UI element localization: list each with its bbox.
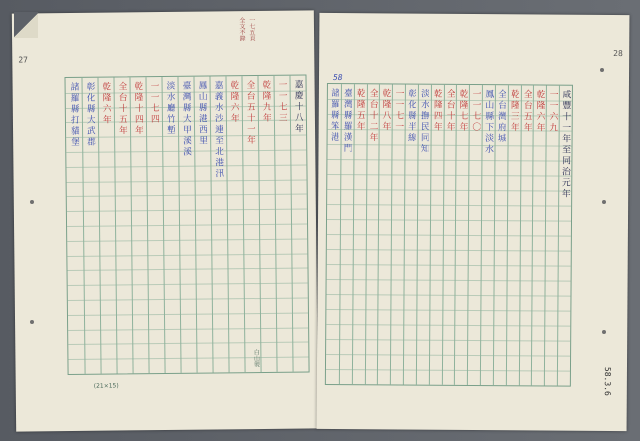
manuscript-column-text: 乾隆四年 [431,88,443,133]
manuscript-column-text: 一一七四 [148,81,159,126]
grid-row-line [327,204,571,207]
manuscript-column-text: 乾隆七年 [457,88,468,133]
grid-row-line [68,342,308,346]
manuscript-column-text: 咸豐十一年至同治元年 [559,89,571,200]
left-manuscript-grid [64,75,309,376]
manuscript-column-text: 一一七一 [393,88,404,133]
grid-row-line [326,309,570,312]
right-page-number: 28 [613,48,623,59]
grid-row-line [68,283,308,287]
grid-row-line [327,159,571,162]
grid-row-line [66,164,306,168]
punch-hole [600,68,604,72]
manuscript-column-text: 全台十五年 [116,81,128,137]
manuscript-column-text: 彰化縣半線 [406,88,417,144]
left-top-note-2: 全文不錄 [237,17,246,42]
grid-row-line [326,369,570,372]
grid-row-line [68,298,308,302]
right-header-mark: 58 [332,73,343,83]
manuscript-column-text: 鳳山縣港西里 [196,80,208,147]
grid-row-line [68,312,308,316]
punch-hole [30,320,34,324]
grid-row-line [327,219,571,222]
manuscript-column-text: 乾隆八年 [380,88,391,133]
manuscript-column-text: 乾隆三年 [508,89,520,134]
punch-hole [602,330,606,334]
manuscript-column-text: 全台十年 [444,88,455,133]
grid-row-line [67,194,307,198]
left-page-number: 27 [18,55,28,65]
grid-row-line [327,264,571,267]
grid-row-line [67,179,307,183]
manuscript-column-text: 諸羅縣笨港 [328,87,340,144]
manuscript-column-text: 全台灣府城 [495,89,507,145]
manuscript-column-text: 全台十二年 [367,88,378,144]
grid-row-line [328,144,572,147]
manuscript-column-text: 一一七三 [276,79,287,124]
manuscript-column-text: 嘉義水沙連至北港汛 [212,80,224,180]
right-manuscript-page [317,13,630,431]
manuscript-column-text: 臺灣縣大甲溪溪 [180,80,192,158]
grid-row-line [327,174,571,177]
manuscript-column-text: 乾隆九年 [260,79,271,124]
grid-row-line [327,234,571,237]
manuscript-column-text: 乾隆六年 [100,81,111,126]
left-footer-maker: 白山製 [252,349,260,368]
punch-hole [602,200,606,204]
manuscript-column-text: 淡水撫民同知 [418,88,430,155]
grid-row-line [68,327,308,331]
manuscript-column-text: 全台五年 [521,89,532,134]
grid-row-line [327,249,571,252]
manuscript-column-text: 諸羅縣打貓堡 [68,81,80,148]
grid-row-line [68,357,308,361]
manuscript-column-text: 嘉慶十八年 [292,79,304,135]
punch-hole [30,200,34,204]
manuscript-column-text: 淡水廳竹塹 [164,80,176,136]
grid-row-line [67,238,307,242]
grid-row-line [68,268,308,272]
manuscript-column-text: 一一七〇 [470,88,481,134]
left-top-note-1: 一七五頁 [247,17,256,42]
grid-row-line [327,189,571,192]
manuscript-column-text: 彰化縣大武郡 [84,81,96,148]
manuscript-column-text: 乾隆五年 [354,88,366,133]
manuscript-column-text: 全台五十一年 [244,80,256,147]
left-manuscript-page [12,10,318,431]
manuscript-column-text: 臺灣縣羅漢門 [341,88,353,155]
grid-row-line [67,253,307,257]
manuscript-column-text: 鳳山縣下淡水 [482,89,494,156]
right-corner-note: 58.3.6 [602,366,612,396]
right-manuscript-grid [325,83,573,387]
manuscript-column-text: 乾隆六年 [534,89,545,134]
manuscript-column-text: 乾隆六年 [228,80,239,125]
grid-row-line [326,354,570,357]
left-footer-size: (21×15) [93,382,119,390]
manuscript-column-text: 乾隆十四年 [132,81,144,137]
grid-row-line [67,224,307,228]
folded-corner [14,12,38,38]
manuscript-column-text: 一一六九 [547,89,558,134]
grid-row-line [326,294,570,297]
grid-row-line [67,209,307,213]
grid-row-line [326,339,570,342]
grid-row-line [327,279,571,282]
grid-row-line [326,324,570,327]
